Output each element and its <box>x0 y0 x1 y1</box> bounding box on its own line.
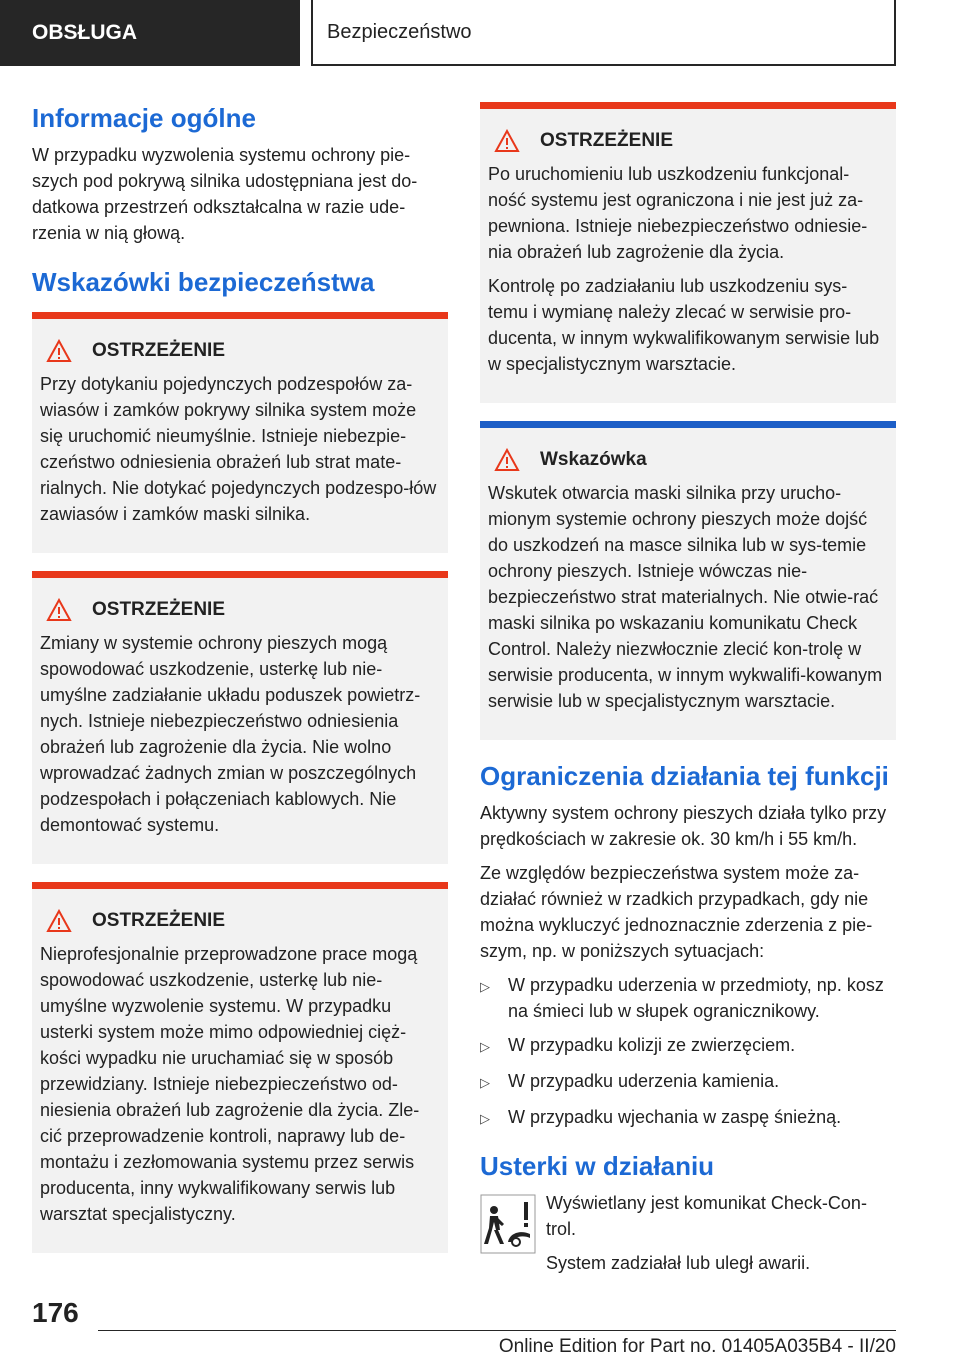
section-tab <box>0 0 300 66</box>
triangle-bullet-icon: ▷ <box>480 1039 490 1054</box>
topic-tab <box>311 0 896 66</box>
warning-triangle-icon <box>494 448 520 472</box>
note-box <box>480 421 896 740</box>
list-item: ▷ W przypadku wjechania w zaspę śnieżną. <box>480 1104 896 1132</box>
warning-title: OSTRZEŻENIE <box>540 130 674 151</box>
note-title: Wskazówka <box>540 449 647 470</box>
heading-limits: Ograniczenia działania tej funkcji <box>480 761 889 791</box>
limits-paragraph-2: Ze względów bezpieczeństwa system może za-działać również w rzadkich przypadkach, gdy nie można wykluczyć jednoznacznie zderzenia z pie-szym, np. w poniższych sytuacjach: <box>480 863 873 961</box>
warning-triangle-icon <box>46 909 72 933</box>
check-control-message <box>480 1190 896 1284</box>
page-number: 176 <box>32 1297 79 1328</box>
warning-text: Po uruchomieniu lub uszkodzeniu funkcjonal-ność systemu jest ograniczona i nie jest już za-pewniona. Istnieje niebezpieczeństwo odniesie-nia obrażeń lub zagrożenie dla życia. <box>488 164 868 262</box>
warning-text: Przy dotykaniu pojedynczych podzespołów za-wiasów i zamków pokrywy silnika system może się uruchomić nieumyślnie. Istnieje niebezpie-czeństwo odniesienia obrażeń lub strat mate-rialnych. Nie dotykać pojedynczych podzespo-łów zawiasów i zamków maski silnika. <box>40 374 437 524</box>
list-item: ▷ W przypadku uderzenia kamienia. <box>480 1068 896 1096</box>
warning-triangle-icon <box>46 598 72 622</box>
list-item: ▷ W przypadku kolizji ze zwierzęciem. <box>480 1032 896 1060</box>
warning-text: Nieprofesjonalnie przeprowadzone prace mogą spowodować uszkodzenie, usterkę lub nie-umyślne wyzwolenie systemu. W przypadku usterki system może mimo odpowiedniej cięż-kości wypadku nie uruchamiać się w sposób przewidziany. Istnieje niebezpieczeństwo od-niesienia obrażeń lub zagrożenie dla życia. Zle-cić przeprowadzenie kontroli, naprawy lub de-montażu i zezłomowania systemu przez serwis producenta, inny wykwalifikowany serwis lub warsztat specjalistyczny. <box>40 944 420 1224</box>
heading-safety: Wskazówki bezpieczeństwa <box>32 267 375 297</box>
warning-box-1 <box>32 312 448 553</box>
warning-text: Kontrolę po zadziałaniu lub uszkodzeniu sys-temu i wymianę należy zlecać w serwisie pro-ducenta, w innym wykwalifikowanym serwisie lub w specjalistycznym warsztacie. <box>488 276 880 374</box>
limits-list <box>480 972 896 1132</box>
triangle-bullet-icon: ▷ <box>480 979 490 994</box>
warning-title: OSTRZEŻENIE <box>92 910 226 931</box>
warning-box-3 <box>32 882 448 1253</box>
left-column <box>32 100 448 1271</box>
list-item: ▷ W przypadku uderzenia w przedmioty, np. kosz na śmieci lub w słupek ogranicznikowy. <box>480 972 896 1024</box>
edition-text: Online Edition for Part no. 01405A035B4 - II/20 <box>498 1336 896 1357</box>
warning-triangle-icon <box>494 129 520 153</box>
triangle-bullet-icon: ▷ <box>480 1111 490 1126</box>
note-text: Wskutek otwarcia maski silnika przy urucho-mionym systemie ochrony pieszych może dojść do uszkodzeń na masce silnika lub w sys-temie ochrony pieszych. Istnieje wówczas nie-bezpieczeństwo strat materialnych. Nie otwie-rać maski silnika po wskazaniu komunikatu Check Control. Należy niezwłocznie zlecić kon-trolę w serwisie producenta, w innym wykwalifi-kowanym serwisie lub w specjalistycznym warsztacie. <box>488 483 883 711</box>
limits-paragraph-1: Aktywny system ochrony pieszych działa tylko przy prędkościach w zakresie ok. 30 km/h i 55 km/h. <box>480 803 887 849</box>
heading-general: Informacje ogólne <box>32 103 256 133</box>
warning-triangle-icon <box>46 339 72 363</box>
pedestrian-protection-icon <box>480 1194 536 1254</box>
right-column <box>480 100 896 1284</box>
warning-title: OSTRZEŻENIE <box>92 599 226 620</box>
faults-paragraph-1: Wyświetlany jest komunikat Check-Con-trol. <box>546 1193 867 1239</box>
warning-title: OSTRZEŻENIE <box>92 340 226 361</box>
triangle-bullet-icon: ▷ <box>480 1075 490 1090</box>
topic-label: Bezpieczeństwo <box>327 20 472 43</box>
faults-paragraph-2: System zadziałał lub uległ awarii. <box>546 1253 811 1273</box>
warning-box-4 <box>480 102 896 403</box>
section-label: OBSŁUGA <box>32 21 137 44</box>
warning-text: Zmiany w systemie ochrony pieszych mogą spowodować uszkodzenie, usterkę lub nie-umyślne zadziałanie układu poduszek powietrz-nych. Istnieje niebezpieczeństwo odniesienia obrażeń lub zagrożenie dla życia. Nie wolno wprowadzać żadnych zmian w poszczególnych podzespołach i połączeniach kablowych. Nie demontować systemu. <box>40 633 421 835</box>
warning-box-2 <box>32 571 448 864</box>
footer-divider <box>98 1330 896 1331</box>
heading-faults: Usterki w działaniu <box>480 1151 715 1181</box>
general-paragraph: W przypadku wyzwolenia systemu ochrony pie-szych pod pokrywą silnika udostępniana jest do-datkowa przestrzeń odkształcalna w razie ude-rzenia w nią głową. <box>32 145 418 243</box>
